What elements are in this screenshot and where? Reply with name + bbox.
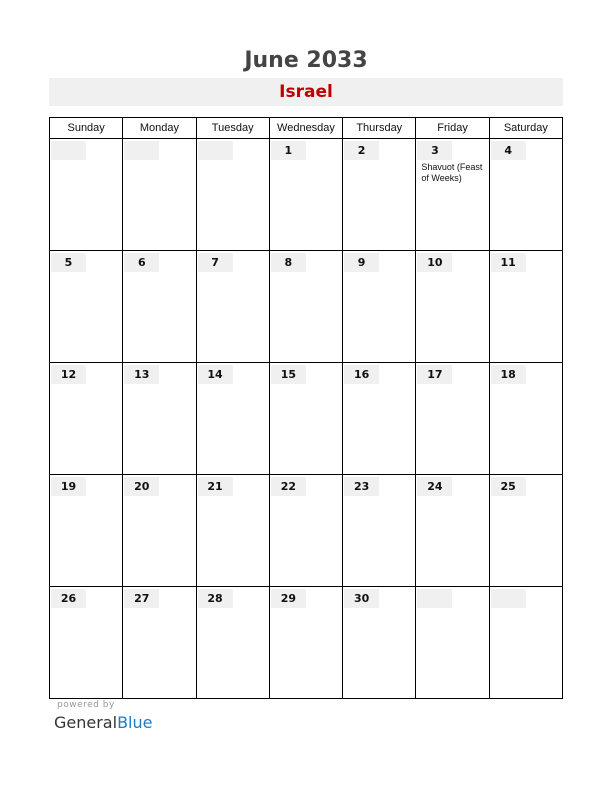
day-cell (489, 251, 562, 363)
day-cell (269, 363, 342, 475)
day-cell (269, 139, 342, 251)
powered-by-text: powered by (57, 700, 115, 710)
weekday-header-row (50, 118, 563, 139)
day-cell (269, 475, 342, 587)
day-number: 13 (134, 368, 150, 381)
day-number: 14 (207, 368, 223, 381)
day-cell (343, 475, 416, 587)
day-cell (269, 251, 342, 363)
day-number: 4 (504, 144, 513, 157)
day-cell (416, 139, 489, 251)
day-cell (50, 475, 123, 587)
day-cell (489, 475, 562, 587)
day-cell (343, 587, 416, 699)
day-cell (123, 363, 196, 475)
weekday-header: Sunday (50, 118, 123, 139)
day-number: 17 (427, 368, 443, 381)
day-cell (50, 251, 123, 363)
day-number: 30 (353, 592, 370, 605)
holiday-label: Shavuot (Feast of Weeks) (421, 162, 483, 183)
day-cell (489, 587, 562, 699)
day-number: 9 (357, 256, 366, 269)
weekday-header: Thursday (343, 118, 416, 139)
weekday-header: Friday (416, 118, 489, 139)
day-cell (196, 139, 269, 251)
day-cell (343, 251, 416, 363)
day-number: 29 (280, 592, 296, 605)
day-cell (196, 475, 269, 587)
day-cell (123, 587, 196, 699)
day-number: 22 (280, 480, 296, 493)
day-number: 15 (280, 368, 296, 381)
day-cell (269, 587, 342, 699)
day-number: 23 (353, 480, 370, 493)
day-cell (123, 475, 196, 587)
week-row (50, 475, 563, 587)
week-row (50, 363, 563, 475)
day-number: 18 (500, 368, 516, 381)
day-cell (196, 587, 269, 699)
day-cell (50, 139, 123, 251)
day-number-box (198, 141, 233, 160)
day-cell (416, 587, 489, 699)
day-number: 24 (427, 480, 443, 493)
day-number: 20 (134, 480, 150, 493)
weekday-header: Monday (123, 118, 196, 139)
day-number: 19 (60, 480, 77, 493)
day-number: 26 (60, 592, 77, 605)
day-number-box (491, 589, 526, 608)
country-name: Israel (279, 82, 333, 102)
weekday-header: Tuesday (196, 118, 269, 139)
day-number: 8 (284, 256, 293, 269)
day-number: 2 (357, 144, 366, 157)
calendar-title: June 2033 (244, 48, 368, 73)
day-cell (123, 139, 196, 251)
day-cell (196, 363, 269, 475)
brand-general: General (54, 713, 118, 732)
week-row (50, 251, 563, 363)
day-number-box (51, 141, 86, 160)
brand-logo[interactable] (54, 712, 152, 734)
day-cell (196, 251, 269, 363)
weeks-body (50, 139, 563, 699)
month-table (49, 117, 563, 699)
day-cell (50, 587, 123, 699)
day-number: 25 (500, 480, 516, 493)
week-row (50, 139, 563, 251)
day-cell (50, 363, 123, 475)
day-number: 11 (500, 256, 516, 269)
day-number: 1 (284, 144, 293, 157)
day-number-box (417, 589, 452, 608)
day-number: 6 (137, 256, 146, 269)
day-cell (123, 251, 196, 363)
day-cell (416, 475, 489, 587)
day-cell (343, 139, 416, 251)
day-cell (343, 363, 416, 475)
day-number: 16 (353, 368, 370, 381)
day-number: 3 (431, 144, 439, 157)
day-cell (416, 363, 489, 475)
day-number: 10 (427, 256, 443, 269)
day-number: 27 (134, 592, 150, 605)
day-number-box (124, 141, 159, 160)
day-number: 7 (211, 256, 219, 269)
weekday-header: Wednesday (269, 118, 342, 139)
day-number: 5 (64, 256, 73, 269)
calendar-grid (49, 117, 563, 696)
day-cell (416, 251, 489, 363)
day-cell (489, 363, 562, 475)
day-number: 21 (207, 480, 223, 493)
day-number: 12 (60, 368, 77, 381)
week-row (50, 587, 563, 699)
day-number: 28 (207, 592, 223, 605)
brand-blue: Blue (117, 713, 153, 732)
weekday-header: Saturday (489, 118, 562, 139)
country-banner (49, 78, 563, 106)
day-cell (489, 139, 562, 251)
